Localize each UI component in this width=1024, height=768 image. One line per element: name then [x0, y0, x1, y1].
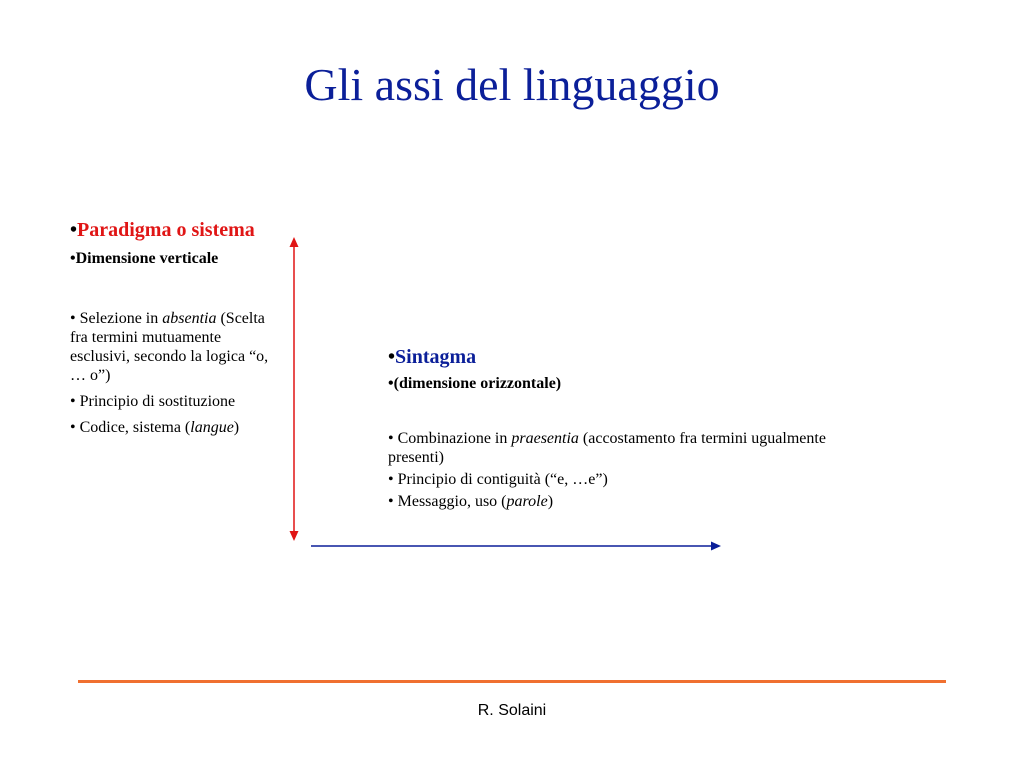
text: Combinazione in	[397, 430, 512, 447]
text: )	[233, 419, 240, 436]
footer-author: R. Solaini	[477, 702, 547, 719]
paradigma-subheading-text: Dimensione verticale	[75, 250, 219, 267]
text: (accostamento fra termini ugualmente presenti)	[388, 430, 826, 466]
emphasis-text: absentia	[162, 310, 217, 327]
bullet: •	[388, 471, 394, 488]
text: Codice, sistema (	[79, 419, 191, 436]
text: (Scelta fra termini mutuamente esclusivi, secondo la logica “o, … o”)	[70, 310, 269, 384]
emphasis-text: langue	[190, 419, 234, 436]
footer-divider	[78, 680, 946, 683]
text: Selezione in	[79, 310, 163, 327]
text: )	[547, 493, 554, 510]
bullet: •	[70, 250, 76, 267]
bullet: •	[388, 346, 396, 368]
sintagma-subheading-text: (dimensione orizzontale)	[393, 375, 562, 392]
paradigma-title: Paradigma o sistema	[77, 219, 255, 241]
bullet: •	[388, 375, 394, 392]
slide-title: Gli assi del linguaggio	[304, 59, 720, 110]
text: Principio di contiguità (“e, …e”)	[397, 471, 608, 488]
bullet: •	[70, 393, 76, 410]
bullet: •	[388, 430, 394, 447]
bullet: •	[70, 310, 76, 327]
bullet: •	[70, 219, 78, 241]
emphasis-text: parole	[506, 493, 548, 510]
bullet: •	[388, 493, 394, 510]
text: Principio di sostituzione	[79, 393, 236, 410]
vertical-double-arrow	[290, 237, 299, 541]
text: Messaggio, uso (	[397, 493, 507, 510]
bullet: •	[70, 419, 76, 436]
sintagma-title: Sintagma	[395, 346, 477, 368]
horizontal-arrow	[311, 542, 721, 551]
emphasis-text: praesentia	[511, 430, 579, 447]
